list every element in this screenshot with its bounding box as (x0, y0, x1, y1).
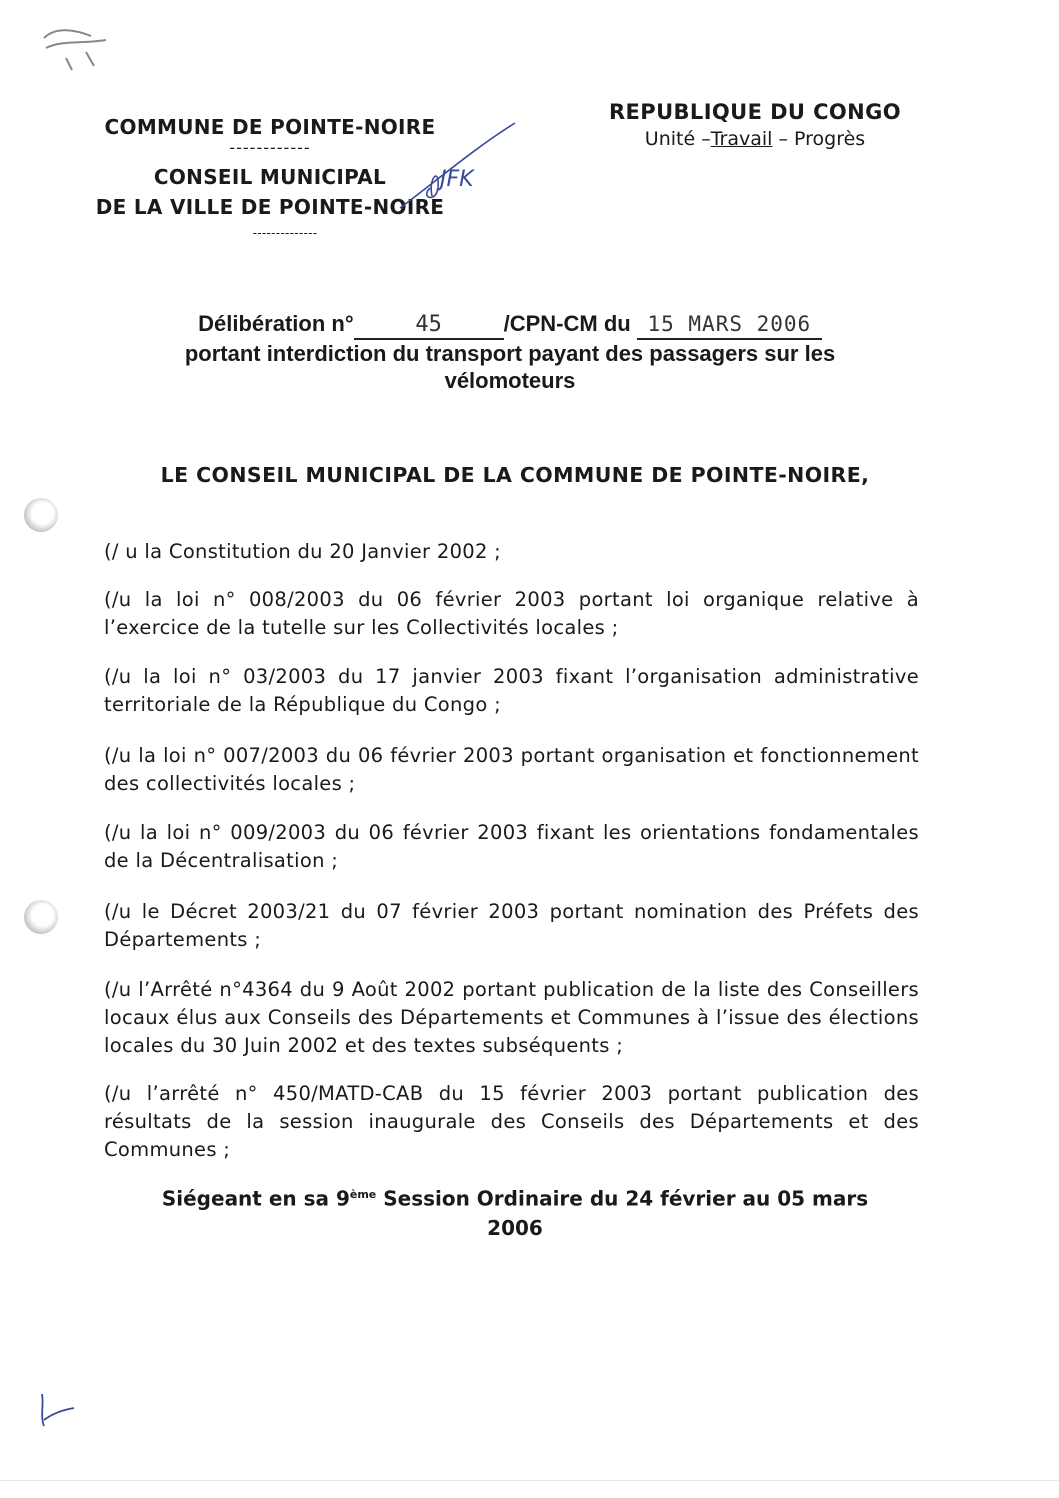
motto-part-underlined: Travail (710, 128, 773, 150)
visa-paragraph: (/u l’Arrêté n°4364 du 9 Août 2002 portant publication de la liste des Conseillers locaux élus aux Conseils des Départements et Communes à l’issue des élections locales du 30 Juin 2002 et des textes subséquents ; (104, 978, 919, 1057)
visa-paragraph: (/u la loi n° 008/2003 du 06 février 2003 portant loi organique relative à l’exercice de la tutelle sur les Collectivités locales ; (104, 588, 919, 639)
visa-paragraph: (/ u la Constitution du 20 Janvier 2002 ; (104, 540, 502, 563)
visa-paragraph: (/u la loi n° 03/2003 du 17 janvier 2003 fixant l’organisation administrative territoriale de la République du Congo ; (104, 665, 919, 716)
page-edge-line (0, 1480, 1059, 1481)
commune-name: COMMUNE DE POINTE-NOIRE (104, 115, 436, 139)
council-name: CONSEIL MUNICIPAL (153, 165, 387, 189)
deliberation-subject-line2: vélomoteurs (444, 368, 576, 393)
handwritten-scribble-icon (36, 18, 126, 78)
country-name: REPUBLIQUE DU CONGO (608, 100, 902, 124)
header-separator-2: -------------- (252, 226, 318, 240)
handwritten-initial-icon (30, 1390, 80, 1430)
deliberation-label: Délibération n° (198, 311, 354, 336)
signature-text: JFK (440, 167, 474, 192)
header-separator: ------------ (229, 138, 311, 157)
punch-hole (24, 900, 58, 934)
visa-paragraph: (/u le Décret 2003/21 du 07 février 2003 portant nomination des Préfets des Départements ; (104, 900, 919, 951)
session-text: Siégeant en sa 9 (161, 1186, 350, 1211)
visa-paragraph: (/u l’arrêté n° 450/MATD-CAB du 15 février 2003 portant publication des résultats de la session inaugurale des Conseils des Départements et des Communes ; (104, 1082, 919, 1161)
deliberation-date: 15 MARS 2006 (637, 311, 822, 340)
session-ordinal: ème (349, 1188, 377, 1201)
visa-paragraph: (/u la loi n° 009/2003 du 06 février 2003 fixant les orientations fondamentales de la Décentralisation ; (104, 821, 919, 872)
session-year: 2006 (487, 1215, 543, 1240)
city-name: DE LA VILLE DE POINTE-NOIRE (95, 195, 445, 219)
session-statement (110, 1180, 920, 1243)
signature-icon (380, 118, 520, 218)
session-text: Session Ordinaire du 24 février au 05 mars (376, 1186, 869, 1211)
deliberation-subject-line1: portant interdiction du transport payant des passagers sur les (184, 341, 836, 366)
header-right (590, 98, 920, 152)
deliberation-ref: /CPN-CM du (503, 311, 631, 336)
motto-part: – Progrès (772, 128, 866, 150)
motto-part: Unité – (644, 128, 711, 150)
deliberation-title (110, 310, 910, 394)
deliberation-number: 45 (354, 311, 504, 340)
national-motto (590, 126, 920, 152)
punch-hole (24, 498, 58, 532)
council-heading: LE CONSEIL MUNICIPAL DE LA COMMUNE DE POINTE-NOIRE, (160, 463, 870, 487)
visa-paragraph: (/u la loi n° 007/2003 du 06 février 2003 portant organisation et fonctionnement des collectivités locales ; (104, 744, 919, 795)
